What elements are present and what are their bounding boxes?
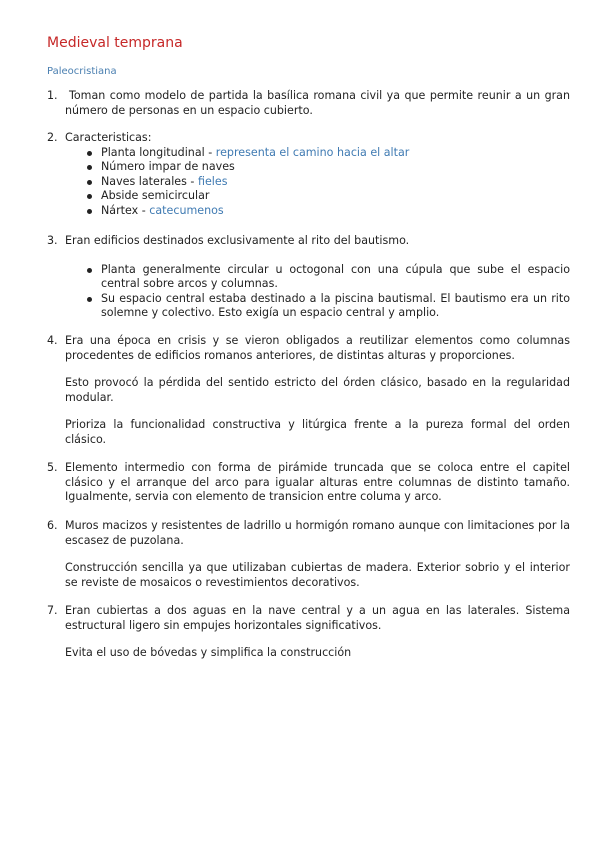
list-item-2 [47,131,570,218]
item-paragraph: Construcción sencilla ya que utilizaban cubiertas de madera. Exterior sobrio y el interior se reviste de mosaicos o revestimientos decorativos. [65,561,570,589]
list-item [83,146,570,161]
item-text: Elemento intermedio con forma de pirámide truncada que se coloca entre el capitel clásico y el arranque del arco para igualar alturas entre columnas de distinto tamaño. Igualmente, servia con elemento de transicion entre columa y arco. [65,461,570,503]
item-text: Muros macizos y resistentes de ladrillo u hormigón romano aunque con limitaciones por la escasez de puzolana. [65,519,570,547]
item-number: 6. [47,519,58,532]
list-item [83,175,570,190]
item-number: 4. [47,334,58,347]
item-number: 2. [47,131,58,144]
item-paragraph: Esto provocó la pérdida del sentido estricto del órden clásico, basado en la regularidad modular. [65,376,570,404]
item-paragraph: Evita el uso de bóvedas y simplifica la construcción [65,646,352,659]
bullet-icon [87,180,92,185]
bullet-text: Planta generalmente circular u octogonal con una cúpula que sube el espacio central sobre arcos y columnas. [101,262,570,290]
item-number: 5. [47,461,58,474]
item-number: 3. [47,234,58,247]
list-item [83,204,570,219]
bullet-note: fieles [197,174,228,188]
bullet-separator: - [138,203,150,217]
bullet-icon [87,194,92,199]
page-title: Medieval temprana [47,35,183,51]
list-item-6 [47,519,570,590]
list-item-5 [47,461,570,505]
bullet-text: Su espacio central estaba destinado a la piscina bautismal. El bautismo era un rito solemne y colectivo. Esto exigía un espacio central y amplio. [101,291,570,319]
list-item-4 [47,334,570,447]
list-item [83,189,570,204]
bullet-text: Nártex [101,203,139,217]
list-item-1 [47,89,570,118]
item-text: Toman como modelo de partida la basílica romana civil ya que permite reunir a un gran número de personas en un espacio cubierto. [65,89,570,117]
bullet-separator: - [204,145,216,159]
bullet-text: Número impar de naves [101,160,235,173]
bullet-icon [87,209,92,214]
item-text: Era una época en crisis y se vieron obligados a reutilizar elementos como columnas procedentes de edificios romanos anteriores, de distintas alturas y proporciones. [65,334,570,362]
item-text: Eran edificios destinados exclusivamente al rito del bautismo. [65,234,410,247]
bullet-icon [87,297,92,302]
bullet-note: catecumenos [149,203,224,217]
bullet-icon [87,151,92,156]
list-item-3 [47,234,570,321]
item-text: Eran cubiertas a dos aguas en la nave central y a un agua en las laterales. Sistema estructural ligero sin empujes horizontales significativos. [65,604,570,632]
item-paragraph: Prioriza la funcionalidad constructiva y litúrgica frente a la pureza formal del orden clásico. [65,418,570,446]
bullet-icon [87,268,92,273]
bullet-separator: - [186,174,198,188]
list-item [83,160,570,175]
bullet-text: Planta longitudinal [101,145,205,159]
bullet-text: Abside semicircular [101,189,210,202]
bullet-icon [87,165,92,170]
bullet-text: Naves laterales [101,174,187,188]
item-number: 1. [47,89,58,102]
bullet-list [83,146,570,219]
item-heading: Caracteristicas: [65,131,152,144]
bullet-list [83,263,570,321]
list-item-7 [47,604,570,661]
item-number: 7. [47,604,58,617]
list-item [83,292,570,321]
list-item [83,263,570,292]
section-subtitle: Paleocristiana [47,66,117,77]
bullet-note: representa el camino hacia el altar [215,145,410,159]
